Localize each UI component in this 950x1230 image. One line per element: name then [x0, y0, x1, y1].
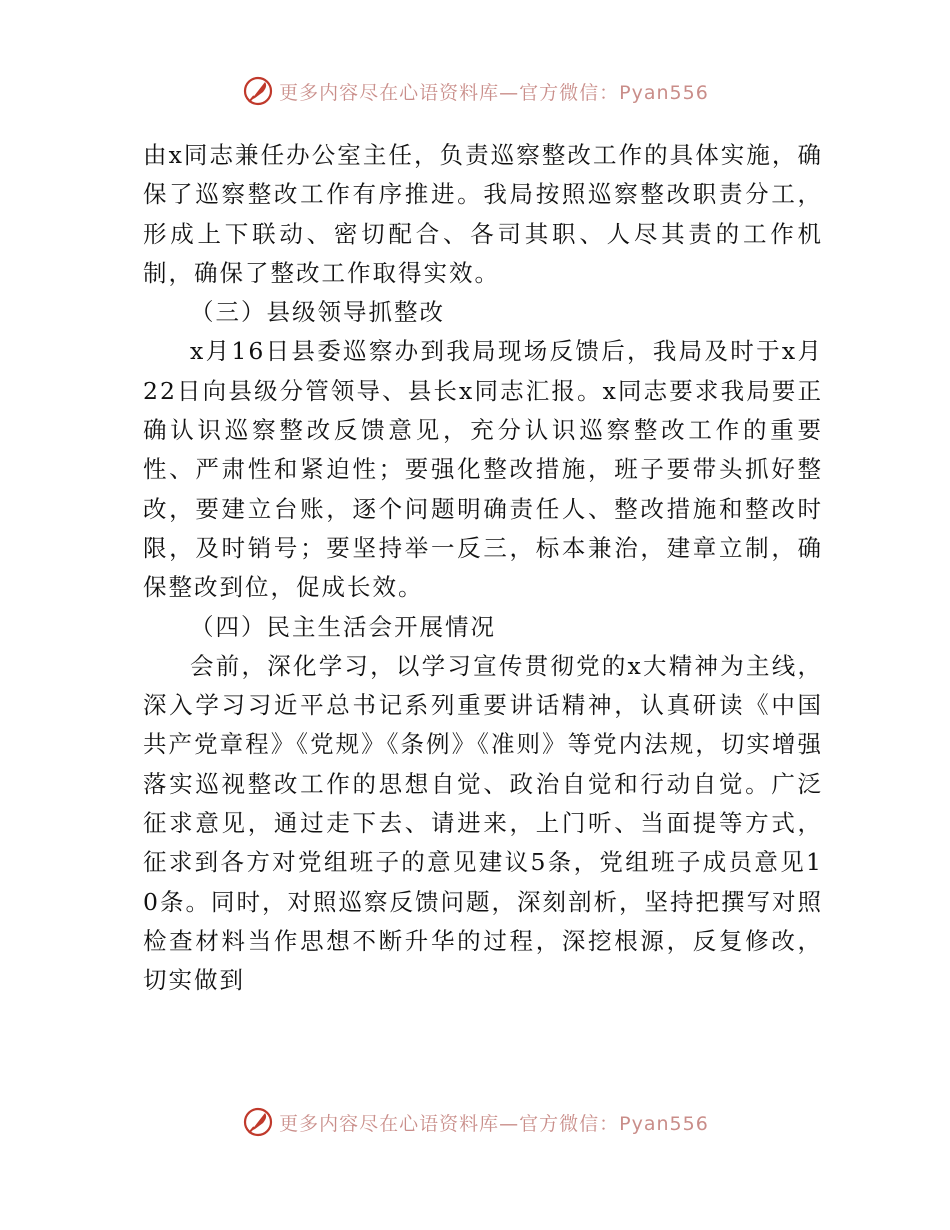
paragraph-2: x月16日县委巡察办到我局现场反馈后，我局及时于x月22日向县级分管领导、县长x同志汇报。x同志要求我局要正确认识巡察整改反馈意见，充分认识巡察整改工作的重要性、严肃性和紧迫性；要强化整改措施，班子要带头抓好整改，要建立台账，逐个问题明确责任人、整改措施和整改时限，及时销号；要坚持举一反三，标本兼治，建章立制，确保整改到位，促成长效。 [143, 337, 823, 602]
footer-banner-text: 更多内容尽在心语资料库—官方微信：Pyan556 [279, 1112, 709, 1135]
header-banner-text: 更多内容尽在心语资料库—官方微信：Pyan556 [279, 81, 709, 104]
section-heading-3: （三）县级领导抓整改 [190, 298, 445, 327]
feather-pen-logo-icon [241, 74, 275, 108]
header-banner [0, 71, 950, 111]
footer-banner [0, 1102, 950, 1142]
section-heading-4: （四）民主生活会开展情况 [190, 612, 496, 641]
paragraph-1: 由x同志兼任办公室主任，负责巡察整改工作的具体实施，确保了巡察整改工作有序推进。我局按照巡察整改职责分工，形成上下联动、密切配合、各司其职、人尽其责的工作机制，确保了整改工作取得实效。 [143, 141, 823, 287]
paragraph-3: 会前，深化学习，以学习宣传贯彻党的x大精神为主线，深入学习习近平总书记系列重要讲话精神，认真研读《中国共产党章程》《党规》《条例》《准则》等党内法规，切实增强落实巡视整改工作的思想自觉、政治自觉和行动自觉。广泛征求意见，通过走下去、请进来，上门听、当面提等方式，征求到各方对党组班子的意见建议5条，党组班子成员意见10条。同时，对照巡察反馈问题，深刻剖析，坚持把撰写对照检查材料当作思想不断升华的过程，深挖根源，反复修改，切实做到 [143, 651, 823, 995]
feather-pen-logo-icon [241, 1105, 275, 1139]
document-body [143, 136, 823, 1001]
